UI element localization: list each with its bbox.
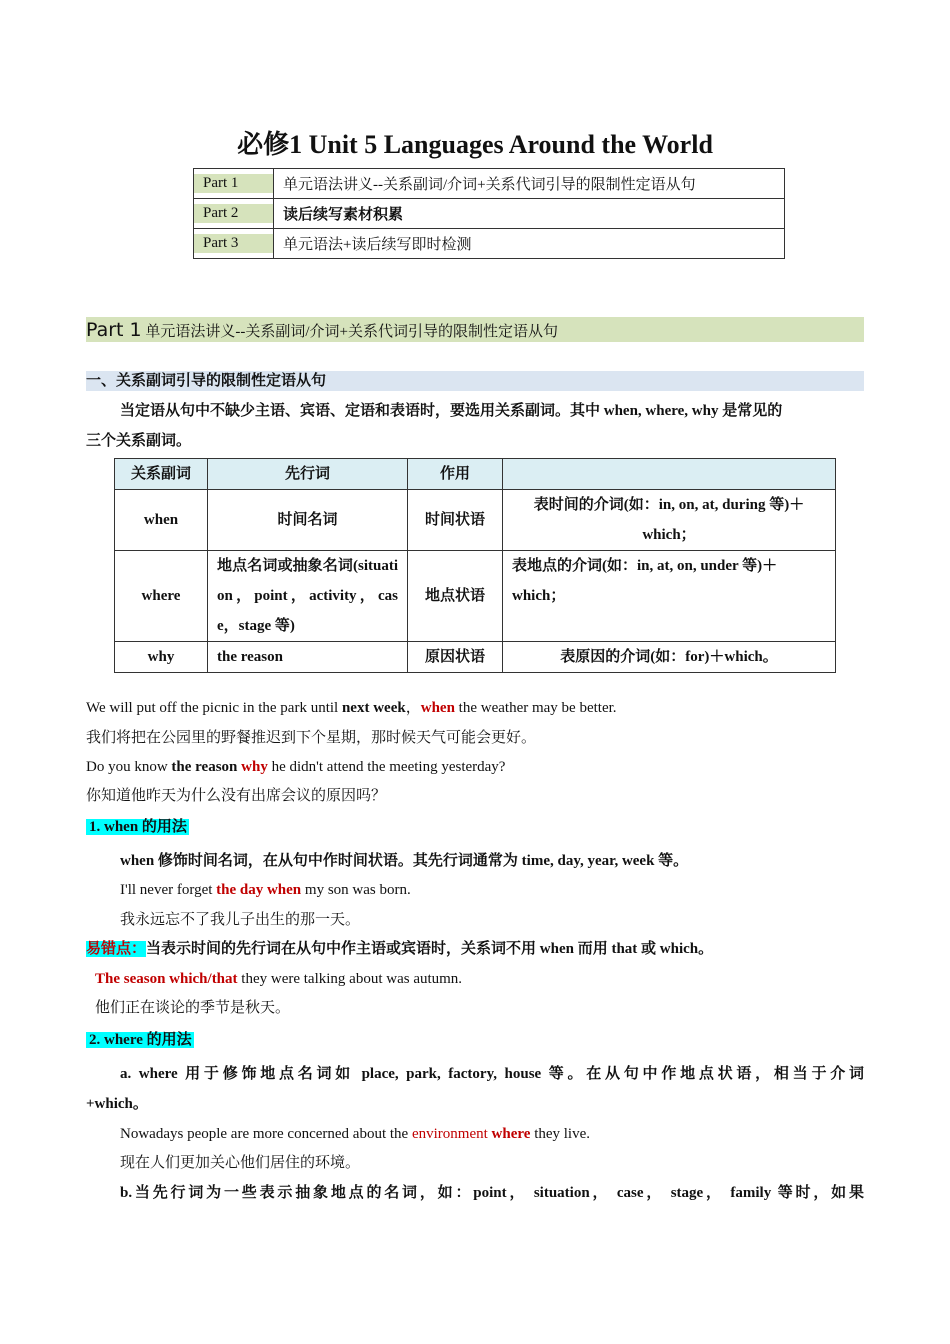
where-rule-a-cont: +which。 [86,1096,148,1112]
example-sentence: We will put off the picnic in the park until next week，when the weather may be better. [86,700,617,716]
part-description: 单元语法讲义--关系副词/介词+关系代词引导的限制性定语从句 [274,169,785,199]
col-header [503,459,836,490]
example-sentence: Nowadays people are more concerned about the environment where they live. [120,1126,591,1142]
relative-adverb-table [114,458,836,673]
col-header: 先行词 [208,459,408,490]
part1-heading [86,317,864,342]
cell-equivalent: 表地点的介词(如：in, at, on, under 等)＋which； [503,551,836,642]
col-header: 作用 [408,459,503,490]
cell-adverb: where [115,551,208,642]
part-label: Part 3 [194,234,273,253]
contents-table [193,168,785,259]
intro-text-cont: 三个关系副词。 [86,433,192,449]
table-row [115,642,836,673]
example-translation: 你知道他昨天为什么没有出席会议的原因吗？ [86,788,387,804]
where-usage-heading: 2. where 的用法 [86,1030,194,1050]
part-label: Part 2 [194,204,273,223]
contents-row [194,199,785,229]
when-rule: when 修饰时间名词，在从句中作时间状语。其先行词通常为 time, day, year, week 等。 [120,853,689,869]
cell-function: 原因状语 [408,642,503,673]
document-title: 必修1 Unit 5 Languages Around the World [237,130,713,159]
cell-antecedent: 地点名词或抽象名词(situation，point，activity，case，stage 等) [208,551,408,642]
table-header-row [115,459,836,490]
cell-antecedent: 时间名词 [208,490,408,551]
part-description: 单元语法+读后续写即时检测 [274,229,785,259]
part-description: 读后续写素材积累 [274,199,785,229]
table-row [115,490,836,551]
part1-title: 单元语法讲义--关系副词/介词+关系代词引导的限制性定语从句 [145,324,559,340]
part-label: Part 1 [194,174,273,193]
cell-adverb: why [115,642,208,673]
where-rule-a: a. where 用于修饰地点名词如 place, park, factory, house 等。在从句中作地点状语，相当于介词 [120,1066,864,1082]
contents-row [194,229,785,259]
cell-equivalent: 表原因的介词(如：for)＋which。 [503,642,836,673]
example-sentence: I'll never forget the day when my son was born. [120,882,411,898]
contents-row [194,169,785,199]
where-rule-b: b.当先行词为一些表示抽象地点的名词，如：point， situation， case， stage， family 等时，如果 [120,1185,864,1201]
example-translation: 他们正在谈论的季节是秋天。 [95,1000,291,1016]
pitfall-note: 易错点：当表示时间的先行词在从句中作主语或宾语时，关系词不用 when 而用 that 或 which。 [86,941,714,957]
cell-function: 地点状语 [408,551,503,642]
cell-adverb: when [115,490,208,551]
col-header: 关系副词 [115,459,208,490]
pitfall-label: 易错点： [86,941,147,957]
when-usage-heading: 1. when 的用法 [86,817,189,837]
example-sentence: Do you know the reason why he didn't attend the meeting yesterday? [86,759,506,775]
intro-text: 当定语从句中不缺少主语、宾语、定语和表语时，要选用关系副词。其中 when, where, why 是常见的 [120,403,783,419]
cell-antecedent: the reason [208,642,408,673]
example-translation: 我们将把在公园里的野餐推迟到下个星期，那时候天气可能会更好。 [86,730,537,746]
example-sentence: The season which/that they were talking about was autumn. [95,971,463,987]
example-translation: 现在人们更加关心他们居住的环境。 [120,1155,361,1171]
part1-label: Part 1 [86,319,142,341]
cell-equivalent: 表时间的介词(如：in, on, at, during 等)＋which； [503,490,836,551]
table-row [115,551,836,642]
example-translation: 我永远忘不了我儿子出生的那一天。 [120,912,361,928]
section1-heading: 一、关系副词引导的限制性定语从句 [86,371,864,391]
cell-function: 时间状语 [408,490,503,551]
